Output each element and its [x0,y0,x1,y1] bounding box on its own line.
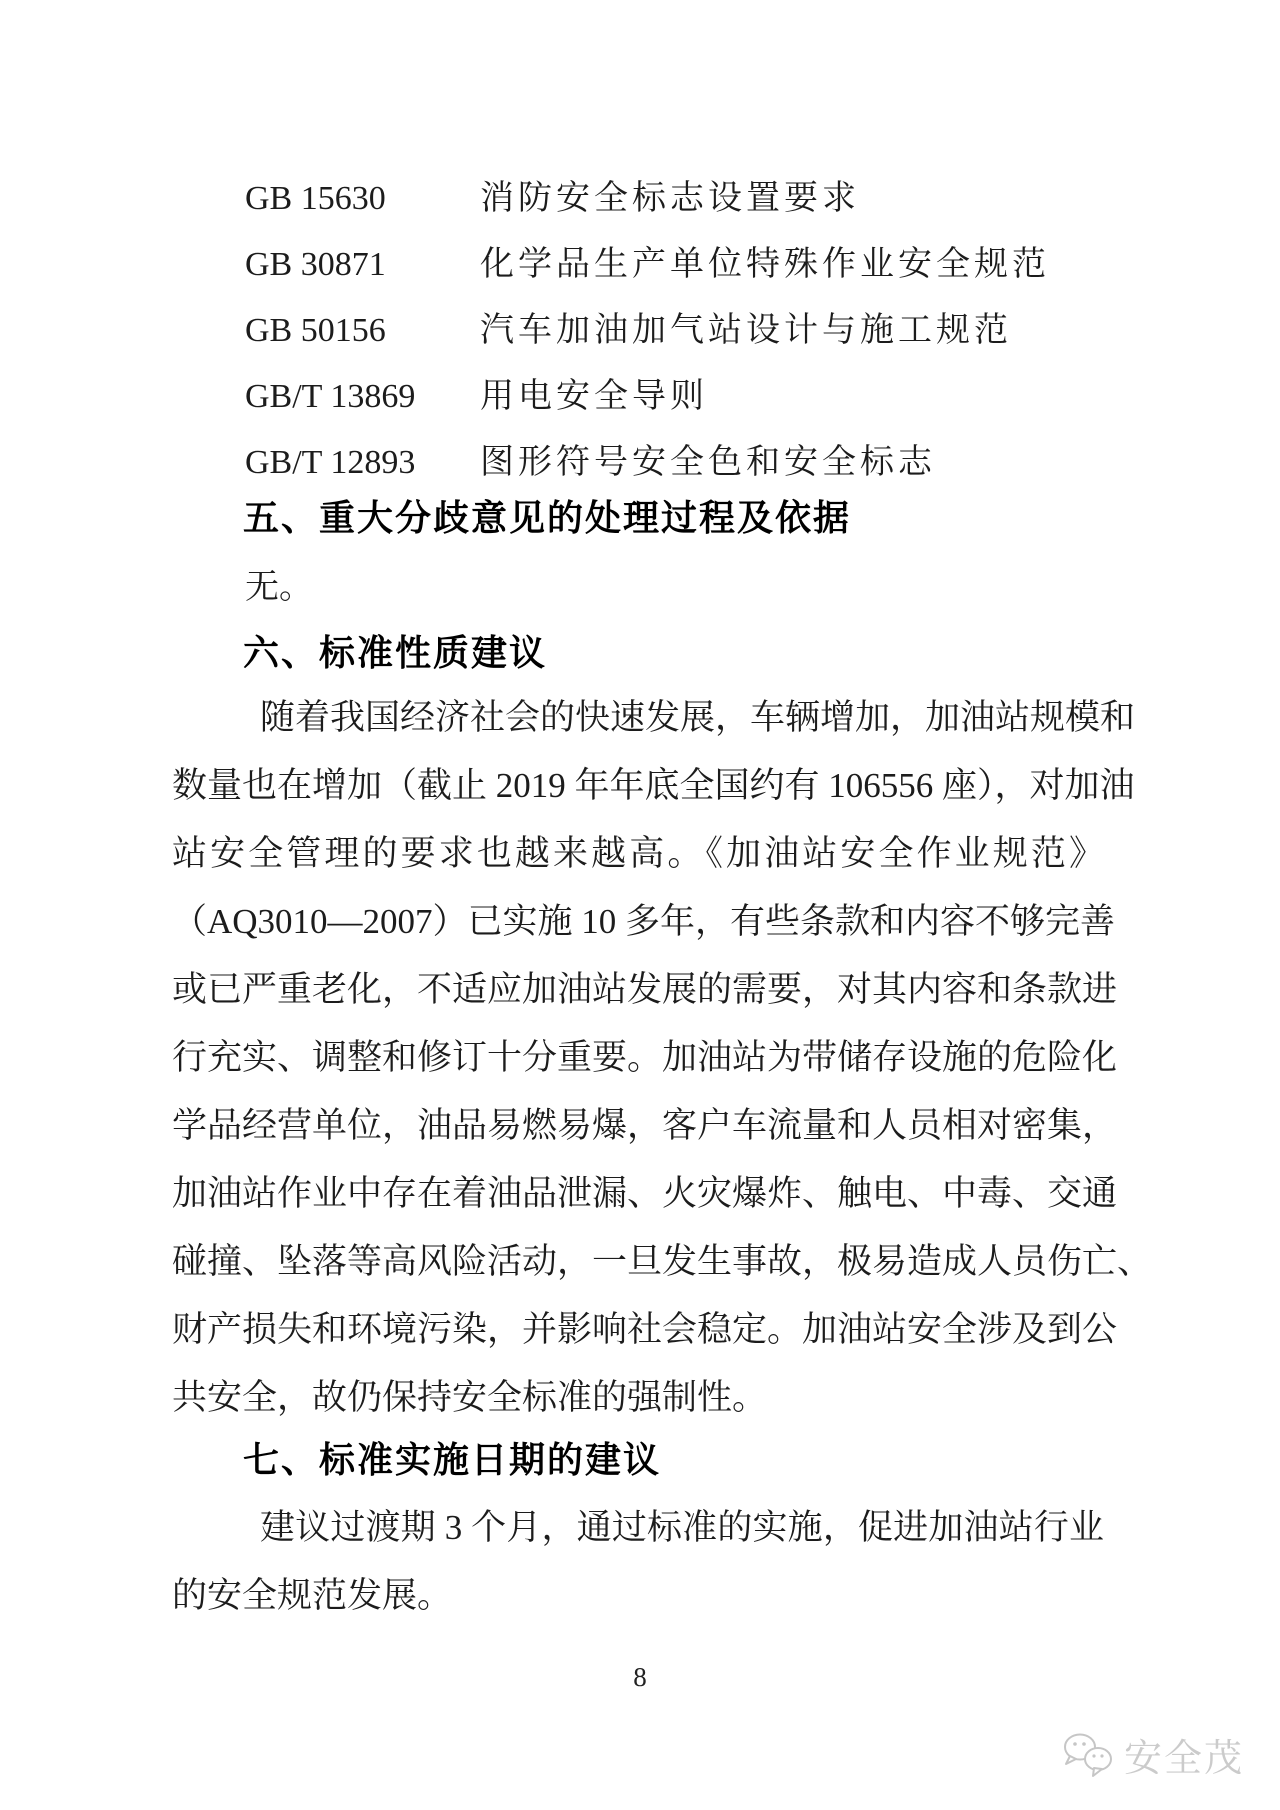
reference-row [245,430,1105,496]
paragraph-line: 学品经营单位，油品易燃易爆，客户车流量和人员相对密集， [172,1106,1118,1145]
paragraph-line: 建议过渡期 3 个月，通过标准的实施，促进加油站行业 [260,1508,1104,1547]
watermark-label: 安全茂 [1123,1738,1244,1780]
wechat-icon [1060,1731,1118,1779]
section-6-paragraph [172,684,1153,1432]
normative-references-list [245,166,1105,496]
paragraph-line: 加油站作业中存在着油品泄漏、火灾爆炸、触电、中毒、交通 [172,1174,1118,1213]
reference-title: 用电安全导则 [480,378,708,415]
section-5-body-line: 无。 [245,569,313,606]
reference-row [245,166,1105,232]
reference-row [245,364,1105,430]
section-7-paragraph [172,1494,1104,1630]
page-number: 8 [633,1662,647,1692]
paragraph-line: 站安全管理的要求也越来越高。《加油站安全作业规范》 [172,834,1104,873]
reference-title: 汽车加油加气站设计与施工规范 [480,312,1012,349]
paragraph-line: 数量也在增加（截止 2019 年年底全国约有 106556 座），对加油 [172,766,1135,805]
watermark [1060,1727,1244,1782]
reference-row [245,298,1105,364]
reference-code: GB 30871 [245,246,386,283]
section-heading-7: 七、标准实施日期的建议 [243,1439,662,1480]
reference-code: GB 15630 [245,180,386,217]
paragraph-line: 或已严重老化，不适应加油站发展的需要，对其内容和条款进 [172,970,1118,1009]
reference-code: GB/T 12893 [245,444,416,481]
paragraph-line: （AQ3010—2007）已实施 10 多年，有些条款和内容不够完善 [172,902,1116,941]
section-heading-5: 五、重大分歧意见的处理过程及依据 [243,497,852,538]
reference-title: 图形符号安全色和安全标志 [480,444,936,481]
paragraph-line: 的安全规范发展。 [172,1576,453,1615]
paragraph-line: 碰撞、坠落等高风险活动，一旦发生事故，极易造成人员伤亡、 [172,1242,1153,1281]
reference-title: 消防安全标志设置要求 [480,180,860,217]
reference-title: 化学品生产单位特殊作业安全规范 [480,246,1050,283]
paragraph-line: 随着我国经济社会的快速发展，车辆增加，加油站规模和 [260,698,1136,737]
paragraph-line: 共安全，故仍保持安全标准的强制性。 [172,1378,768,1417]
paragraph-line: 行充实、调整和修订十分重要。加油站为带储存设施的危险化 [172,1038,1118,1077]
paragraph-line: 财产损失和环境污染，并影响社会稳定。加油站安全涉及到公 [172,1310,1118,1349]
reference-code: GB 50156 [245,312,386,349]
section-heading-6: 六、标准性质建议 [243,632,548,673]
reference-code: GB/T 13869 [245,378,416,415]
reference-row [245,232,1105,298]
